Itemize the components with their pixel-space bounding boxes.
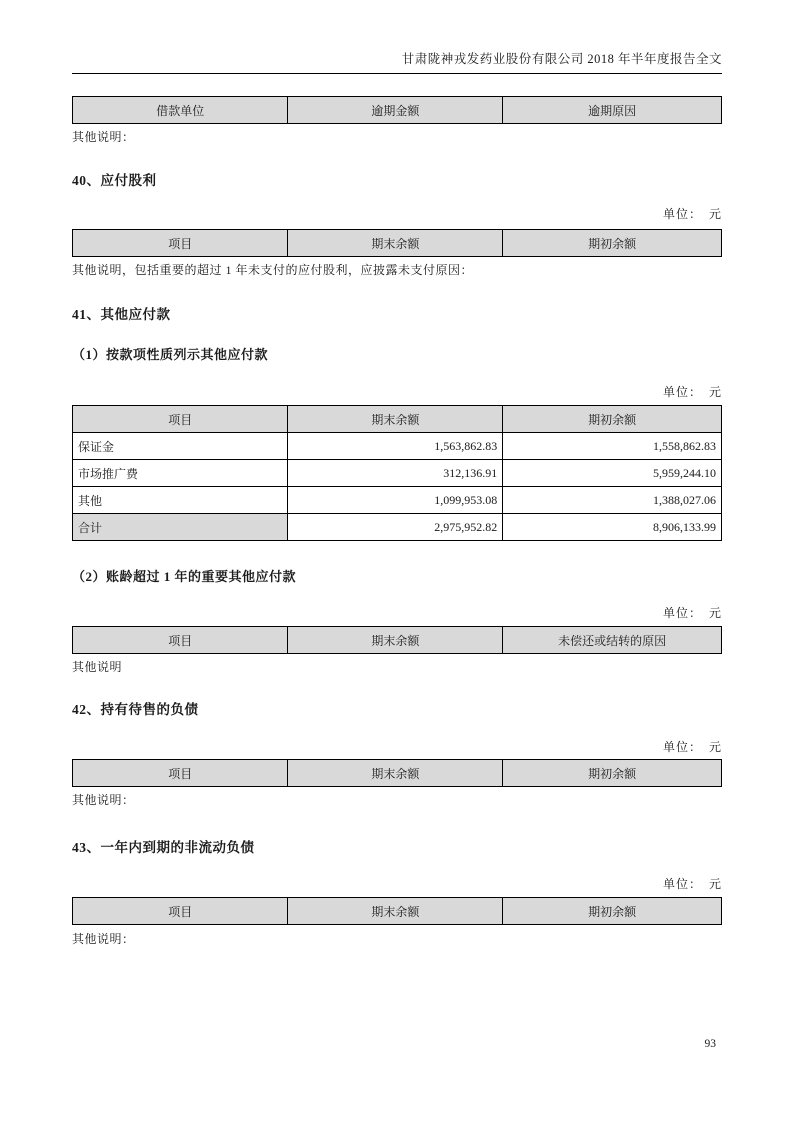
table-row-total	[73, 514, 722, 541]
held-for-sale-liabilities-table	[72, 759, 722, 787]
table-header-row	[73, 627, 722, 654]
section-40-note: 其他说明，包括重要的超过 1 年未支付的应付股利，应披露未支付原因：	[72, 263, 474, 277]
report-running-header	[72, 50, 722, 74]
col-header-ending-balance: 期末余额	[288, 627, 503, 654]
table-row-other	[73, 487, 722, 514]
overdue-borrowings-table	[72, 96, 722, 124]
section-41-sub1-title: （1）按款项性质列示其他应付款	[72, 347, 269, 362]
section-42-title: 42、持有待售的负债	[72, 702, 199, 717]
table-header-row	[73, 230, 722, 257]
section-41-sub2-title: （2）账龄超过 1 年的重要其他应付款	[72, 569, 297, 584]
col-header-borrower: 借款单位	[73, 97, 288, 124]
cell-total-label: 合计	[73, 514, 288, 541]
report-title: 甘肃陇神戎发药业股份有限公司 2018 年半年度报告全文	[401, 52, 722, 66]
cell-total-ending-balance: 2,975,952.82	[288, 514, 503, 541]
col-header-ending-balance: 期末余额	[288, 898, 503, 925]
table-header-row	[73, 898, 722, 925]
cell-ending-balance: 1,099,953.08	[288, 487, 503, 514]
col-header-item: 项目	[73, 760, 288, 787]
col-header-item: 项目	[73, 230, 288, 257]
section-41-title: 41、其他应付款	[72, 307, 171, 322]
col-header-ending-balance: 期末余额	[288, 230, 503, 257]
col-header-item: 项目	[73, 898, 288, 925]
col-header-ending-balance: 期末余额	[288, 760, 503, 787]
overdue-note: 其他说明：	[72, 130, 135, 144]
col-header-item: 项目	[73, 627, 288, 654]
col-header-beginning-balance: 期初余额	[503, 898, 722, 925]
cell-beginning-balance: 1,388,027.06	[503, 487, 722, 514]
section-40-unit-label: 单位： 元	[662, 207, 722, 221]
section-41-sub2-note: 其他说明	[72, 660, 123, 674]
table-header-row	[73, 760, 722, 787]
col-header-beginning-balance: 期初余额	[503, 406, 722, 433]
cell-item: 其他	[73, 487, 288, 514]
cell-total-beginning-balance: 8,906,133.99	[503, 514, 722, 541]
cell-item: 市场推广费	[73, 460, 288, 487]
section-43-title: 43、一年内到期的非流动负债	[72, 840, 255, 855]
table-header-row	[73, 97, 722, 124]
other-payables-by-nature-table	[72, 405, 722, 541]
col-header-overdue-amount: 逾期金额	[288, 97, 503, 124]
section-42-note: 其他说明：	[72, 793, 135, 807]
aged-other-payables-table	[72, 626, 722, 654]
table-row-deposit	[73, 433, 722, 460]
page-number: 93	[704, 1038, 716, 1050]
section-43-note: 其他说明：	[72, 932, 135, 946]
current-portion-noncurrent-liabilities-table	[72, 897, 722, 925]
section-43-unit-label: 单位： 元	[662, 877, 722, 891]
dividends-payable-table	[72, 229, 722, 257]
section-41-sub1-unit-label: 单位： 元	[662, 385, 722, 399]
table-row-marketing-fee	[73, 460, 722, 487]
col-header-ending-balance: 期末余额	[288, 406, 503, 433]
col-header-beginning-balance: 期初余额	[503, 230, 722, 257]
col-header-unpaid-reason: 未偿还或结转的原因	[503, 627, 722, 654]
table-header-row	[73, 406, 722, 433]
section-41-sub2-unit-label: 单位： 元	[662, 606, 722, 620]
cell-beginning-balance: 1,558,862.83	[503, 433, 722, 460]
col-header-item: 项目	[73, 406, 288, 433]
cell-beginning-balance: 5,959,244.10	[503, 460, 722, 487]
col-header-overdue-reason: 逾期原因	[503, 97, 722, 124]
section-40-title: 40、应付股利	[72, 173, 157, 188]
section-42-unit-label: 单位： 元	[662, 740, 722, 754]
cell-item: 保证金	[73, 433, 288, 460]
cell-ending-balance: 1,563,862.83	[288, 433, 503, 460]
cell-ending-balance: 312,136.91	[288, 460, 503, 487]
col-header-beginning-balance: 期初余额	[503, 760, 722, 787]
